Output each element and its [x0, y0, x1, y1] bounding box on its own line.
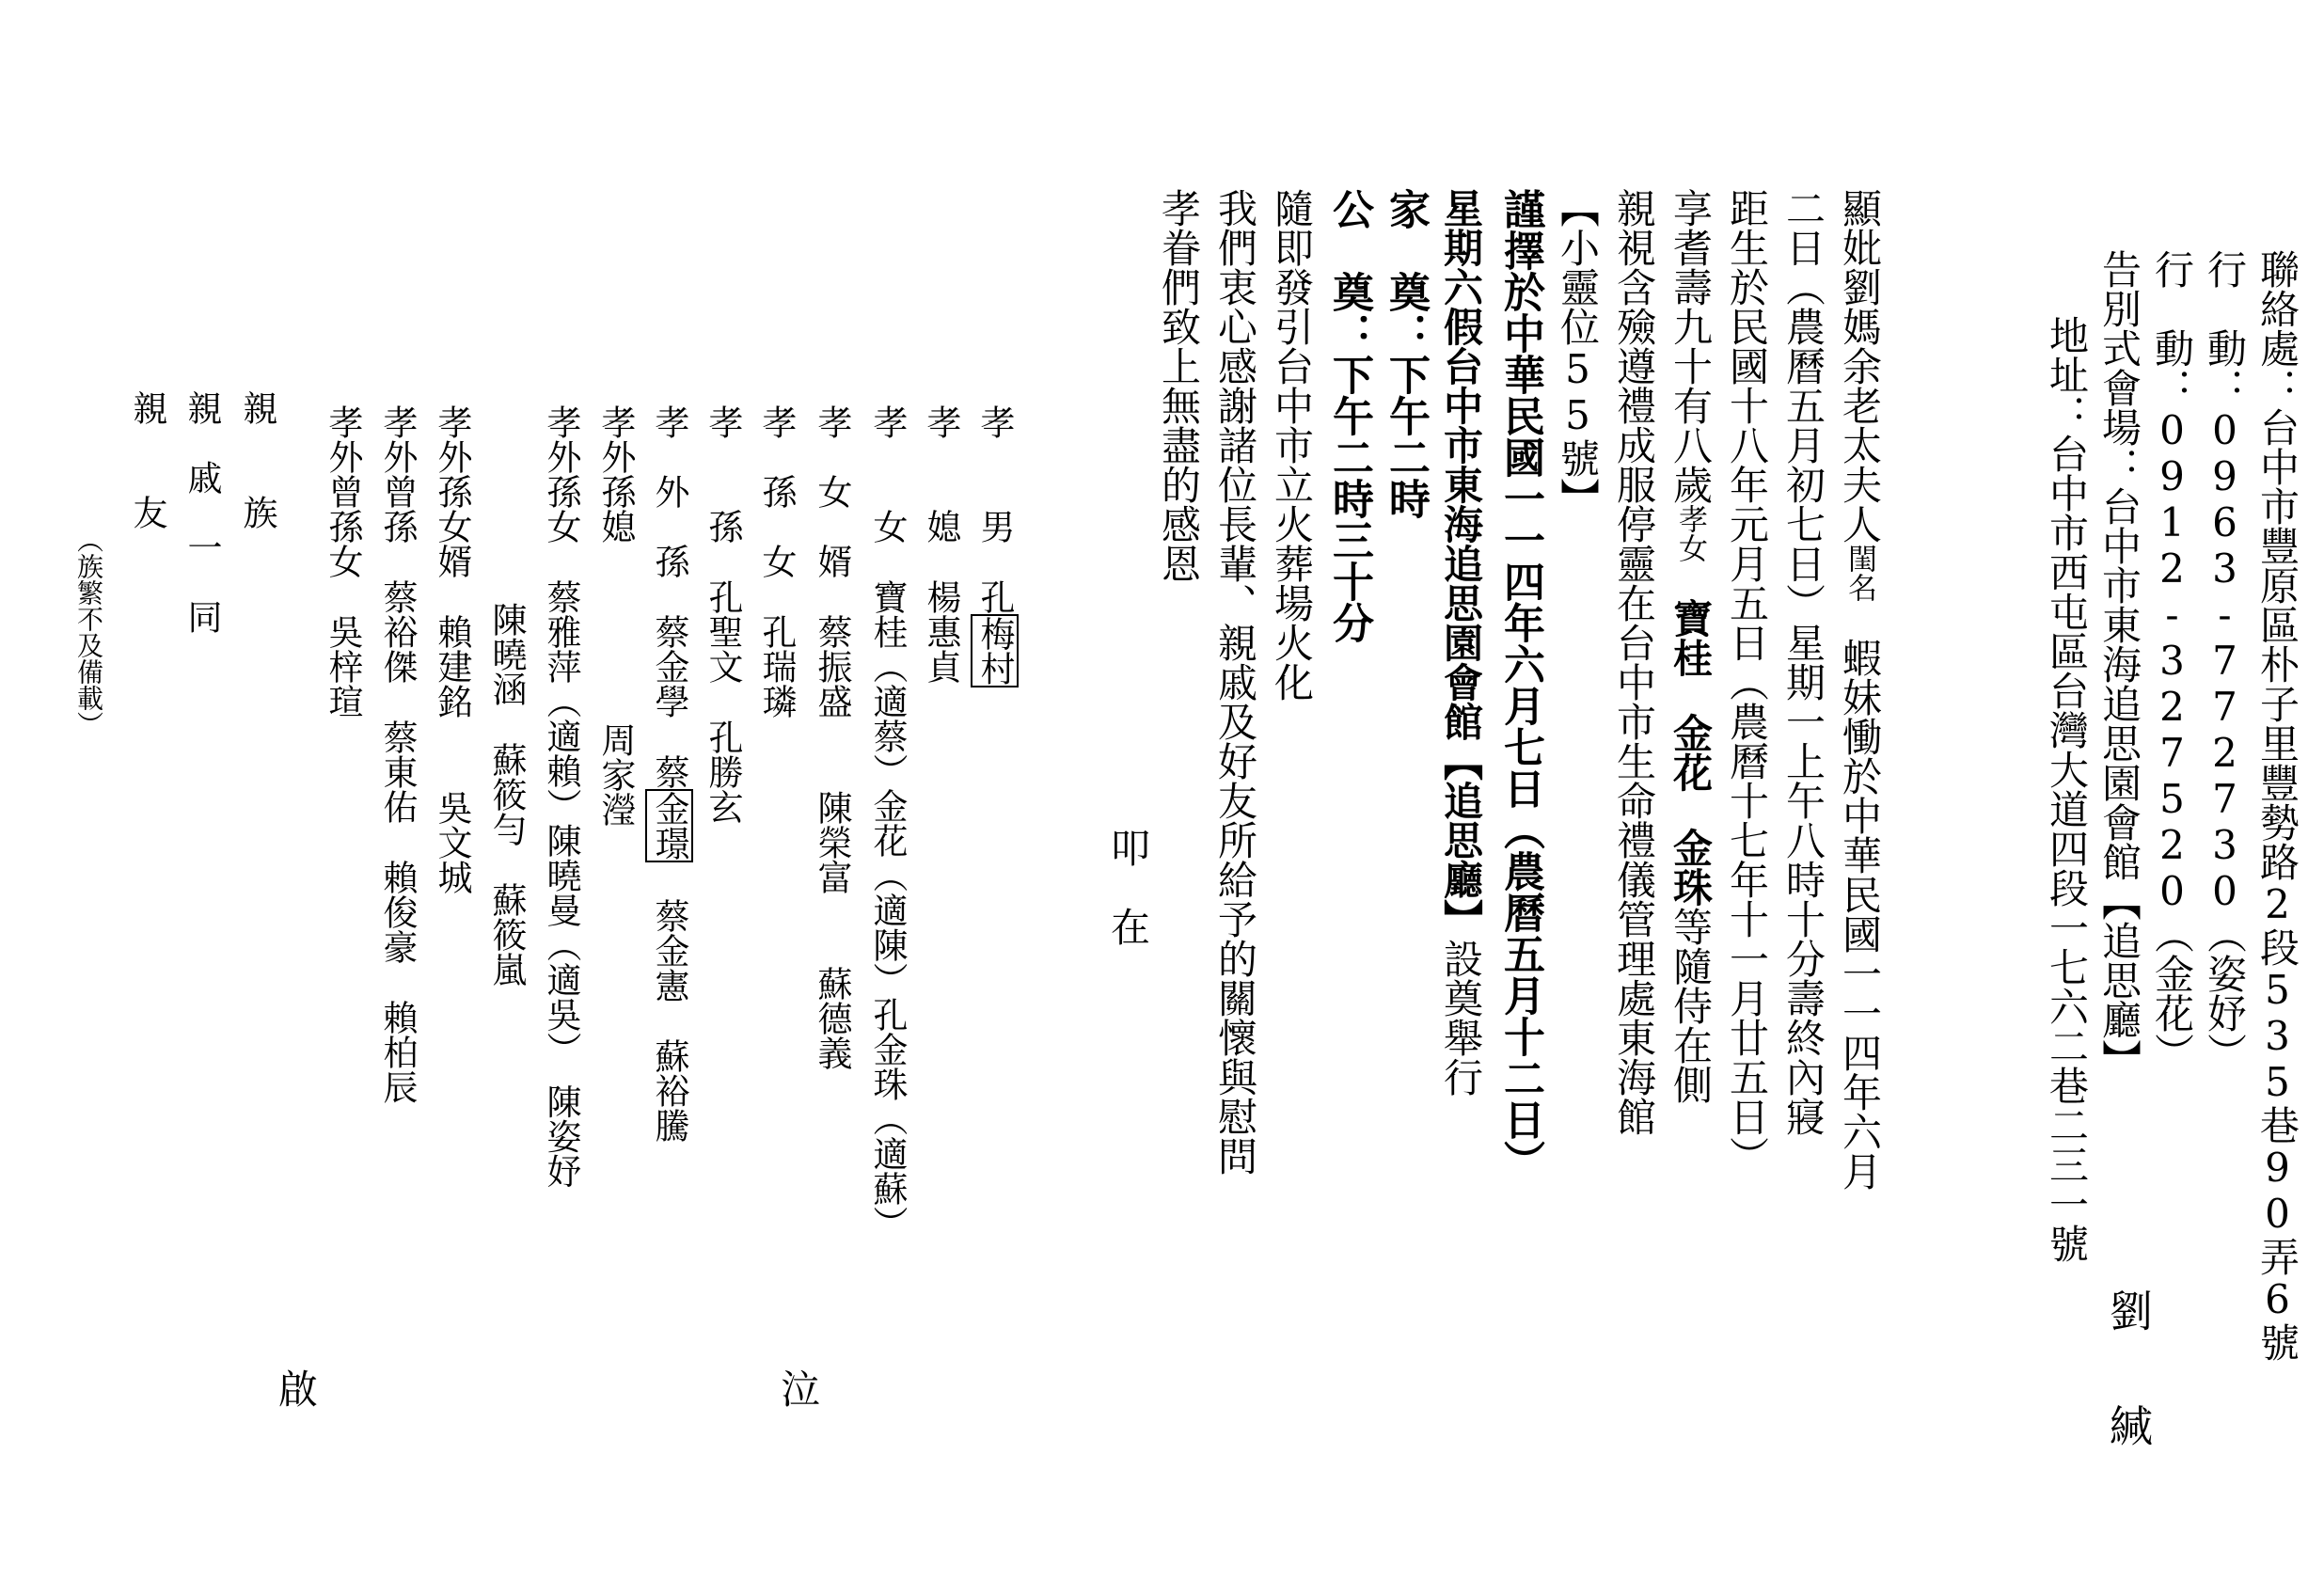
contact-address: 台中市豐原區朴子里豐勢路2段535巷90弄6號: [2254, 407, 2300, 1362]
obituary-line-10: 公 奠：下午二時三十分: [1325, 188, 1373, 643]
family-son: 孝 男孔梅村: [977, 404, 1012, 687]
mobile-1-number: 0963-772730（姿妤）: [2202, 407, 2248, 1072]
obituary-line-4: 享耆壽九十有八歲孝女寶桂金花金珠等隨侍在側: [1668, 188, 1714, 1104]
family-ext-grandson-wife: 孝外孫媳周家瀅: [595, 404, 636, 827]
family-ext-granddaughter-husbands: 孝外孫女婿賴建銘吳文城: [432, 404, 472, 894]
omission-note: （族繁不及備載）: [73, 527, 104, 737]
mobile-2-number: 0912-327520（金花）: [2149, 407, 2195, 1072]
obituary-line-9: 家 奠：下午二時: [1382, 188, 1430, 519]
family-relatives: 親 戚 一 同: [182, 390, 222, 634]
mobile-2-label: 行 動：: [2149, 249, 2195, 407]
family-daughters: 孝 女寶桂（適蔡）金花（適陳）孔金珠（適蘇）: [867, 404, 908, 1240]
venue-name: 台中市東海追思園會館【追思廳】: [2096, 486, 2142, 1079]
family-grandsons: 孝 孫孔聖文孔勝玄: [703, 404, 743, 824]
family-granddaughter: 孝 孫 女孔瑞璘: [756, 404, 797, 719]
venue-address: 台中市西屯區台灣大道四段一七六二巷二三一號: [2044, 434, 2090, 1263]
venue-column: [2096, 249, 2142, 1079]
mobile-2-column: [2149, 249, 2195, 1072]
venue-label: 告別式會場：: [2096, 249, 2142, 486]
venue-address-label: 地址：: [2044, 315, 2090, 434]
family-daughter-in-law: 孝 媳楊惠貞: [921, 404, 961, 684]
mobile-1-column: [2202, 249, 2248, 1072]
small-note: 孝女: [1673, 504, 1707, 562]
family-ext-great-grandsons: 孝外曾孫蔡裕傑蔡東佑賴俊豪賴柏辰: [377, 404, 418, 1104]
contact-address-column: [2254, 249, 2300, 1362]
obituary-line-11: 隨即發引台中市立火葬場火化: [1269, 188, 1315, 702]
family-ext-grandsons: 孝 外 孫蔡金學蔡金璟蔡金憲蘇裕騰: [652, 404, 687, 1143]
family-surname: 劉緘: [2103, 1288, 2154, 1446]
obituary-line-13: 孝眷們致上無盡的感恩: [1156, 188, 1202, 583]
contact-label: 聯絡處：: [2254, 249, 2300, 407]
family-ext-great-granddaughter: 孝外曾孫女吳梓瑄: [323, 404, 363, 719]
family-ext-granddaughters: 孝外孫女蔡雅萍（適賴）陳曉曼（適吳） 陳姿妤: [541, 404, 581, 1189]
kowtow-text: 叩 在: [1105, 828, 1151, 946]
obituary-line-1: 顯妣劉媽余老太夫人閨名蝦妹慟於中華民國一一四年六月: [1837, 188, 1883, 1191]
family-friends: 親 友: [127, 390, 167, 529]
venue-address-column: [2044, 315, 2090, 1263]
mobile-1-label: 行 動：: [2202, 249, 2248, 407]
family-ext-granddaughters-2: 陳曉涵蘇筱勻蘇筱嵐: [486, 602, 527, 987]
small-note: 閨名: [1842, 544, 1876, 602]
obituary-line-7: 謹擇於中華民國一一四年六月七日（農曆五月十二日）: [1496, 188, 1544, 1181]
obituary-line-12: 我們衷心感謝諸位長輩、親戚及好友所給予的關懷與慰問: [1212, 188, 1258, 1176]
obituary-line-6: 【小靈位55號】: [1555, 188, 1601, 517]
obituary-line-8: 星期六假台中市東海追思園會館【追思廳】設奠舉行: [1438, 188, 1484, 1097]
announce-char: 啟: [273, 1368, 319, 1408]
obituary-line-2: 二日（農曆五月初七日）星期一上午八時十分壽終內寢: [1780, 188, 1826, 1136]
weep-char: 泣: [775, 1368, 821, 1408]
family-sons-in-law: 孝 女 婿蔡振盛陳榮富蘇德義: [812, 404, 852, 1070]
obituary-line-5: 親視含殮遵禮成服停靈在台中市生命禮儀管理處東海館: [1611, 188, 1657, 1136]
obituary-line-3: 距生於民國十八年元月五日（農曆十七年十一月廿五日）: [1724, 188, 1770, 1176]
family-clan: 親 族: [237, 390, 277, 529]
